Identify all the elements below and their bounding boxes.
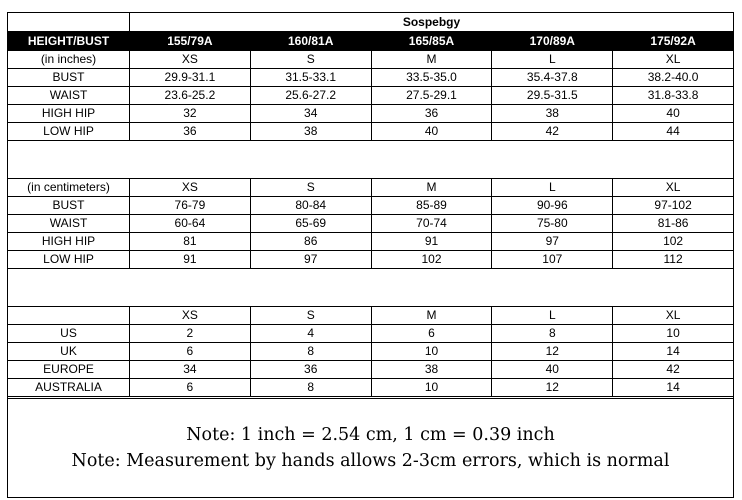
size-header-row [8, 51, 734, 69]
table-cell: 86 [250, 233, 371, 251]
height-bust-col: 170/89A [492, 32, 613, 51]
table-row [8, 123, 734, 141]
height-bust-col: 175/92A [613, 32, 734, 51]
table-cell: 6 [130, 379, 251, 397]
row-label: BUST [8, 69, 130, 87]
size-col: M [371, 51, 492, 69]
table-cell: 80-84 [250, 197, 371, 215]
table-cell: 75-80 [492, 215, 613, 233]
size-col: XS [130, 307, 251, 325]
table-cell: 12 [492, 379, 613, 397]
size-col: XL [613, 51, 734, 69]
table-cell: 4 [250, 325, 371, 343]
table-cell: 38.2-40.0 [613, 69, 734, 87]
table-cell: 40 [371, 123, 492, 141]
row-label: HIGH HIP [8, 105, 130, 123]
size-header-row [8, 179, 734, 197]
blank-cell [8, 13, 130, 32]
table-cell: 97 [250, 251, 371, 269]
brand-row [8, 13, 734, 32]
table-row [8, 251, 734, 269]
height-bust-header-row [8, 32, 734, 51]
unit-label: (in inches) [8, 51, 130, 69]
note-measurement-error: Note: Measurement by hands allows 2-3cm errors, which is normal [71, 451, 670, 471]
table-cell: 91 [130, 251, 251, 269]
size-col: L [492, 179, 613, 197]
table-cell: 8 [250, 343, 371, 361]
table-cell: 102 [371, 251, 492, 269]
table-row [8, 215, 734, 233]
table-cell: 107 [492, 251, 613, 269]
table-cell: 10 [613, 325, 734, 343]
size-col: S [250, 179, 371, 197]
table-cell: 34 [250, 105, 371, 123]
table-cell: 112 [613, 251, 734, 269]
size-col: XS [130, 51, 251, 69]
size-header-row [8, 307, 734, 325]
table-cell: 38 [250, 123, 371, 141]
table-cell: 6 [371, 325, 492, 343]
table-cell: 85-89 [371, 197, 492, 215]
table-row [8, 233, 734, 251]
table-cell: 90-96 [492, 197, 613, 215]
table-cell: 44 [613, 123, 734, 141]
table-cell: 14 [613, 343, 734, 361]
table-cell: 8 [492, 325, 613, 343]
size-col: M [371, 179, 492, 197]
size-col: S [250, 51, 371, 69]
table-cell: 40 [492, 361, 613, 379]
height-bust-col: 155/79A [130, 32, 251, 51]
row-label: HIGH HIP [8, 233, 130, 251]
size-col: XL [613, 179, 734, 197]
table-cell: 33.5-35.0 [371, 69, 492, 87]
table-row [8, 379, 734, 397]
table-cell: 76-79 [130, 197, 251, 215]
table-row [8, 105, 734, 123]
table-cell: 14 [613, 379, 734, 397]
table-cell: 27.5-29.1 [371, 87, 492, 105]
table-cell: 10 [371, 379, 492, 397]
height-bust-col: 160/81A [250, 32, 371, 51]
table-row [8, 325, 734, 343]
table-cell: 81-86 [613, 215, 734, 233]
size-col: L [492, 51, 613, 69]
row-label: LOW HIP [8, 251, 130, 269]
table-cell: 97-102 [613, 197, 734, 215]
table-cell: 29.9-31.1 [130, 69, 251, 87]
row-label: WAIST [8, 215, 130, 233]
size-col: XL [613, 307, 734, 325]
centimeters-size-table [7, 178, 734, 269]
table-cell: 36 [250, 361, 371, 379]
table-cell: 81 [130, 233, 251, 251]
table-cell: 36 [130, 123, 251, 141]
row-label: US [8, 325, 130, 343]
conversion-size-table [7, 306, 734, 397]
table-cell: 42 [613, 361, 734, 379]
row-label: BUST [8, 197, 130, 215]
size-col: L [492, 307, 613, 325]
table-row [8, 361, 734, 379]
size-col: XS [130, 179, 251, 197]
notes-box [7, 398, 734, 498]
table-cell: 35.4-37.8 [492, 69, 613, 87]
row-label: EUROPE [8, 361, 130, 379]
size-col: S [250, 307, 371, 325]
table-cell: 42 [492, 123, 613, 141]
height-bust-col: 165/85A [371, 32, 492, 51]
height-bust-label: HEIGHT/BUST [8, 32, 130, 51]
unit-label: (in centimeters) [8, 179, 130, 197]
row-label: UK [8, 343, 130, 361]
table-cell: 40 [613, 105, 734, 123]
table-cell: 23.6-25.2 [130, 87, 251, 105]
table-cell: 70-74 [371, 215, 492, 233]
row-label: WAIST [8, 87, 130, 105]
table-cell: 12 [492, 343, 613, 361]
table-cell: 34 [130, 361, 251, 379]
brand-name: Sospebgy [130, 13, 734, 32]
table-row [8, 87, 734, 105]
table-row [8, 197, 734, 215]
row-label: AUSTRALIA [8, 379, 130, 397]
table-cell: 29.5-31.5 [492, 87, 613, 105]
size-col: M [371, 307, 492, 325]
table-cell: 25.6-27.2 [250, 87, 371, 105]
table-cell: 31.8-33.8 [613, 87, 734, 105]
table-cell: 38 [492, 105, 613, 123]
table-cell: 2 [130, 325, 251, 343]
table-cell: 8 [250, 379, 371, 397]
table-cell: 36 [371, 105, 492, 123]
table-cell: 60-64 [130, 215, 251, 233]
table-cell: 6 [130, 343, 251, 361]
table-cell: 32 [130, 105, 251, 123]
table-cell: 97 [492, 233, 613, 251]
table-cell: 31.5-33.1 [250, 69, 371, 87]
unit-label [8, 307, 130, 325]
table-cell: 65-69 [250, 215, 371, 233]
table-cell: 38 [371, 361, 492, 379]
table-cell: 102 [613, 233, 734, 251]
row-label: LOW HIP [8, 123, 130, 141]
table-cell: 10 [371, 343, 492, 361]
table-cell: 91 [371, 233, 492, 251]
table-row [8, 69, 734, 87]
table-row [8, 343, 734, 361]
inches-size-table [7, 12, 734, 141]
note-conversion: Note: 1 inch = 2.54 cm, 1 cm = 0.39 inch [186, 425, 555, 445]
